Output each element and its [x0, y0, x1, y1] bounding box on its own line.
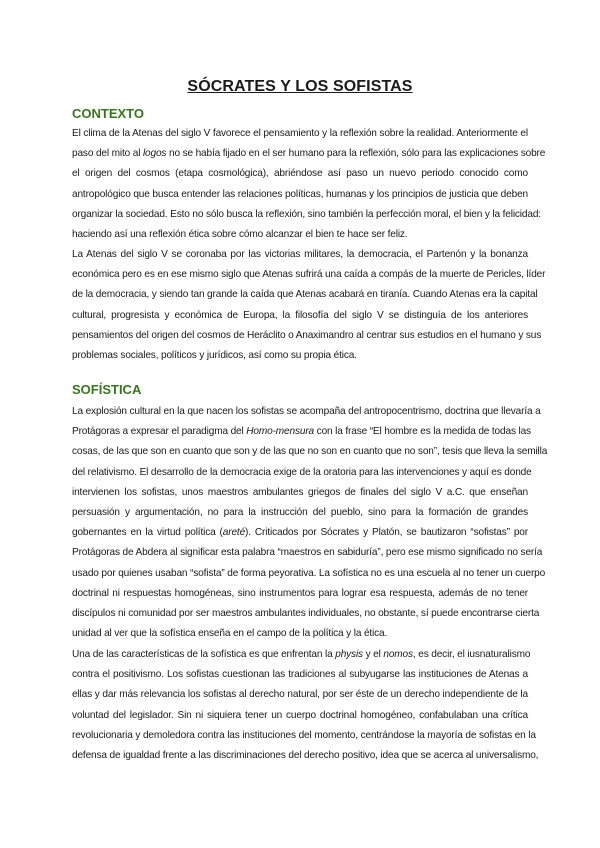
text-line	[72, 346, 528, 366]
text-run: de la democracia, y siendo tan grande la caída que Atenas acabará en tiranía. Cuando Atenas era la capital	[72, 289, 538, 301]
text-line	[72, 584, 528, 604]
text-run: organizar la sociedad. Esto no sólo busca la reflexión, sino también la perfección moral, el bien y la felicidad:	[72, 208, 541, 220]
section-heading-contexto: CONTEXTO	[72, 106, 144, 121]
text-run: económica pero es en ese mismo siglo que Atenas sufrirá una caída a compás de la muerte de Pericles, líder	[72, 269, 546, 281]
text-line	[72, 205, 541, 225]
text-run: doctrinal ni respuestas homogéneas, sino instrumentos para lograr esa respuesta, además de no tener	[72, 587, 528, 599]
text-line	[72, 726, 536, 746]
text-line	[72, 564, 546, 584]
text-line	[72, 225, 528, 245]
text-run: problemas sociales, políticos y jurídicos, así como su propia ética.	[72, 350, 357, 362]
text-run: ). Criticados por Sócrates y Platón, se bautizaron “sofistas” por	[245, 527, 528, 539]
text-run: Una de las características de la sofística es que enfrentan la	[72, 649, 336, 660]
text-line	[72, 306, 528, 326]
text-run: revolucionaria y demoledora contra las instituciones del momento, centrándose la mayoría de sofistas en la	[72, 729, 536, 741]
section-heading-sofistica: SOFÍSTICA	[72, 382, 142, 397]
text-line	[72, 746, 539, 766]
text-run: usado por quienes usaban “sofista” de forma peyorativa. La sofística no es una escuela al no tener un cuerpo	[72, 567, 546, 579]
text-run: con la frase “El hombre es la medida de todas las	[314, 426, 531, 438]
italic-term: physis	[335, 649, 363, 660]
text-run: pensamientos del origen del cosmos de Heráclito o Anaximandro al centrar sus estudios en el humano y sus	[72, 329, 542, 341]
document-title: SÓCRATES Y LOS SOFISTAS	[187, 78, 413, 95]
italic-term: Homo-mensura	[246, 426, 315, 438]
text-run: voluntad del legislador. Sin ni siquiera tener un cuerpo doctrinal homogéneo, confabulaban una crítica	[72, 709, 528, 721]
text-line	[72, 503, 528, 523]
text-line	[72, 645, 531, 665]
text-run: ellas y dar más relevancia los sofistas al derecho natural, por ser éste de un derecho independiente de la	[72, 689, 528, 701]
text-run: haciendo así una reflexión ética sobre cómo alcanzar el bien te hace ser feliz.	[72, 229, 408, 241]
text-line	[72, 285, 538, 305]
text-run: discípulos ni comunidad por ser maestros ambulantes individuales, no obstante, sí puede encontrarse cierta	[72, 608, 540, 620]
paragraph-sofistica-2	[72, 645, 539, 766]
text-run: contra el positivismo. Los sofistas cuestionan las tradiciones al subyugarse las instituciones de Atenas a	[72, 669, 528, 681]
italic-term: areté	[222, 527, 246, 539]
text-run: intervienen los sofistas, unos maestros ambulantes griegos de finales del siglo V a.C. que enseñan	[72, 486, 528, 498]
text-run: no se había fijado en el ser humano para la reflexión, sólo para las explicaciones sobre	[166, 148, 546, 160]
text-run: Protágoras a expresar el paradigma del	[72, 426, 247, 438]
text-run: antropológico que busca entender las relaciones políticas, humanas y los principios de justicia que deben	[72, 188, 528, 200]
text-line	[72, 245, 528, 265]
text-line	[72, 422, 531, 442]
paragraph-contexto-1	[72, 124, 546, 245]
text-line	[72, 543, 543, 563]
text-line	[72, 442, 548, 462]
text-run: Protágoras de Abdera al significar esta palabra “maestros en sabiduría”, pero ese mismo significado no sería	[72, 547, 543, 559]
text-line	[72, 604, 540, 624]
text-run: defensa de igualdad frente a las discriminaciones del derecho positivo, idea que se acerca al universalismo,	[72, 750, 539, 762]
text-run: El clima de la Atenas del siglo V favorece el pensamiento y la reflexión sobre la realidad. Anteriormente el	[72, 128, 528, 139]
text-line	[72, 685, 528, 705]
text-line	[72, 164, 528, 184]
text-line	[72, 402, 541, 422]
text-run: , es decir, el iusnaturalismo	[412, 649, 531, 660]
text-run: persuasión y argumentación, no para la instrucción del pueblo, sino para la formación de grandes	[72, 507, 528, 519]
text-run: el origen del cosmos (etapa cosmológica), abriéndose así paso un nuevo periodo conocido como	[72, 168, 528, 180]
text-run: del relativismo. El desarrollo de la democracia exige de la oratoria para las intervenciones y aquí es donde	[72, 466, 532, 478]
text-line	[72, 265, 546, 285]
text-run: La Atenas del siglo V se coronaba por las victorias militares, la democracia, el Partenón y la bonanza	[72, 249, 528, 260]
paragraph-contexto-2	[72, 245, 546, 366]
text-line	[72, 124, 528, 144]
text-line	[72, 665, 528, 685]
italic-term: nomos	[383, 649, 413, 660]
paragraph-sofistica-1	[72, 402, 548, 644]
text-line	[72, 706, 528, 726]
text-line	[72, 326, 542, 346]
text-line	[72, 483, 528, 503]
text-run: cultural, progresista y económica de Europa, la filosofía del siglo V se distinguía de los anteriores	[72, 309, 528, 321]
text-line	[72, 523, 528, 543]
text-line	[72, 185, 528, 205]
text-run: gobernantes en la virtud política (	[72, 527, 223, 539]
text-line	[72, 624, 528, 644]
text-run: unidad al ver que la sofística enseña en el campo de la política y la ética.	[72, 628, 388, 640]
text-line	[72, 463, 532, 483]
text-run: La explosión cultural en la que nacen los sofistas se acompaña del antropocentrismo, doctrina que llevaría a	[72, 406, 541, 417]
text-line	[72, 144, 546, 164]
text-run: y el	[362, 649, 384, 660]
italic-term: logos	[142, 148, 167, 160]
text-run: paso del mito al	[72, 148, 143, 160]
text-run: cosas, de las que son en cuanto que son y de las que no son en cuanto que no son”, tesis que lleva la semilla	[72, 446, 548, 458]
